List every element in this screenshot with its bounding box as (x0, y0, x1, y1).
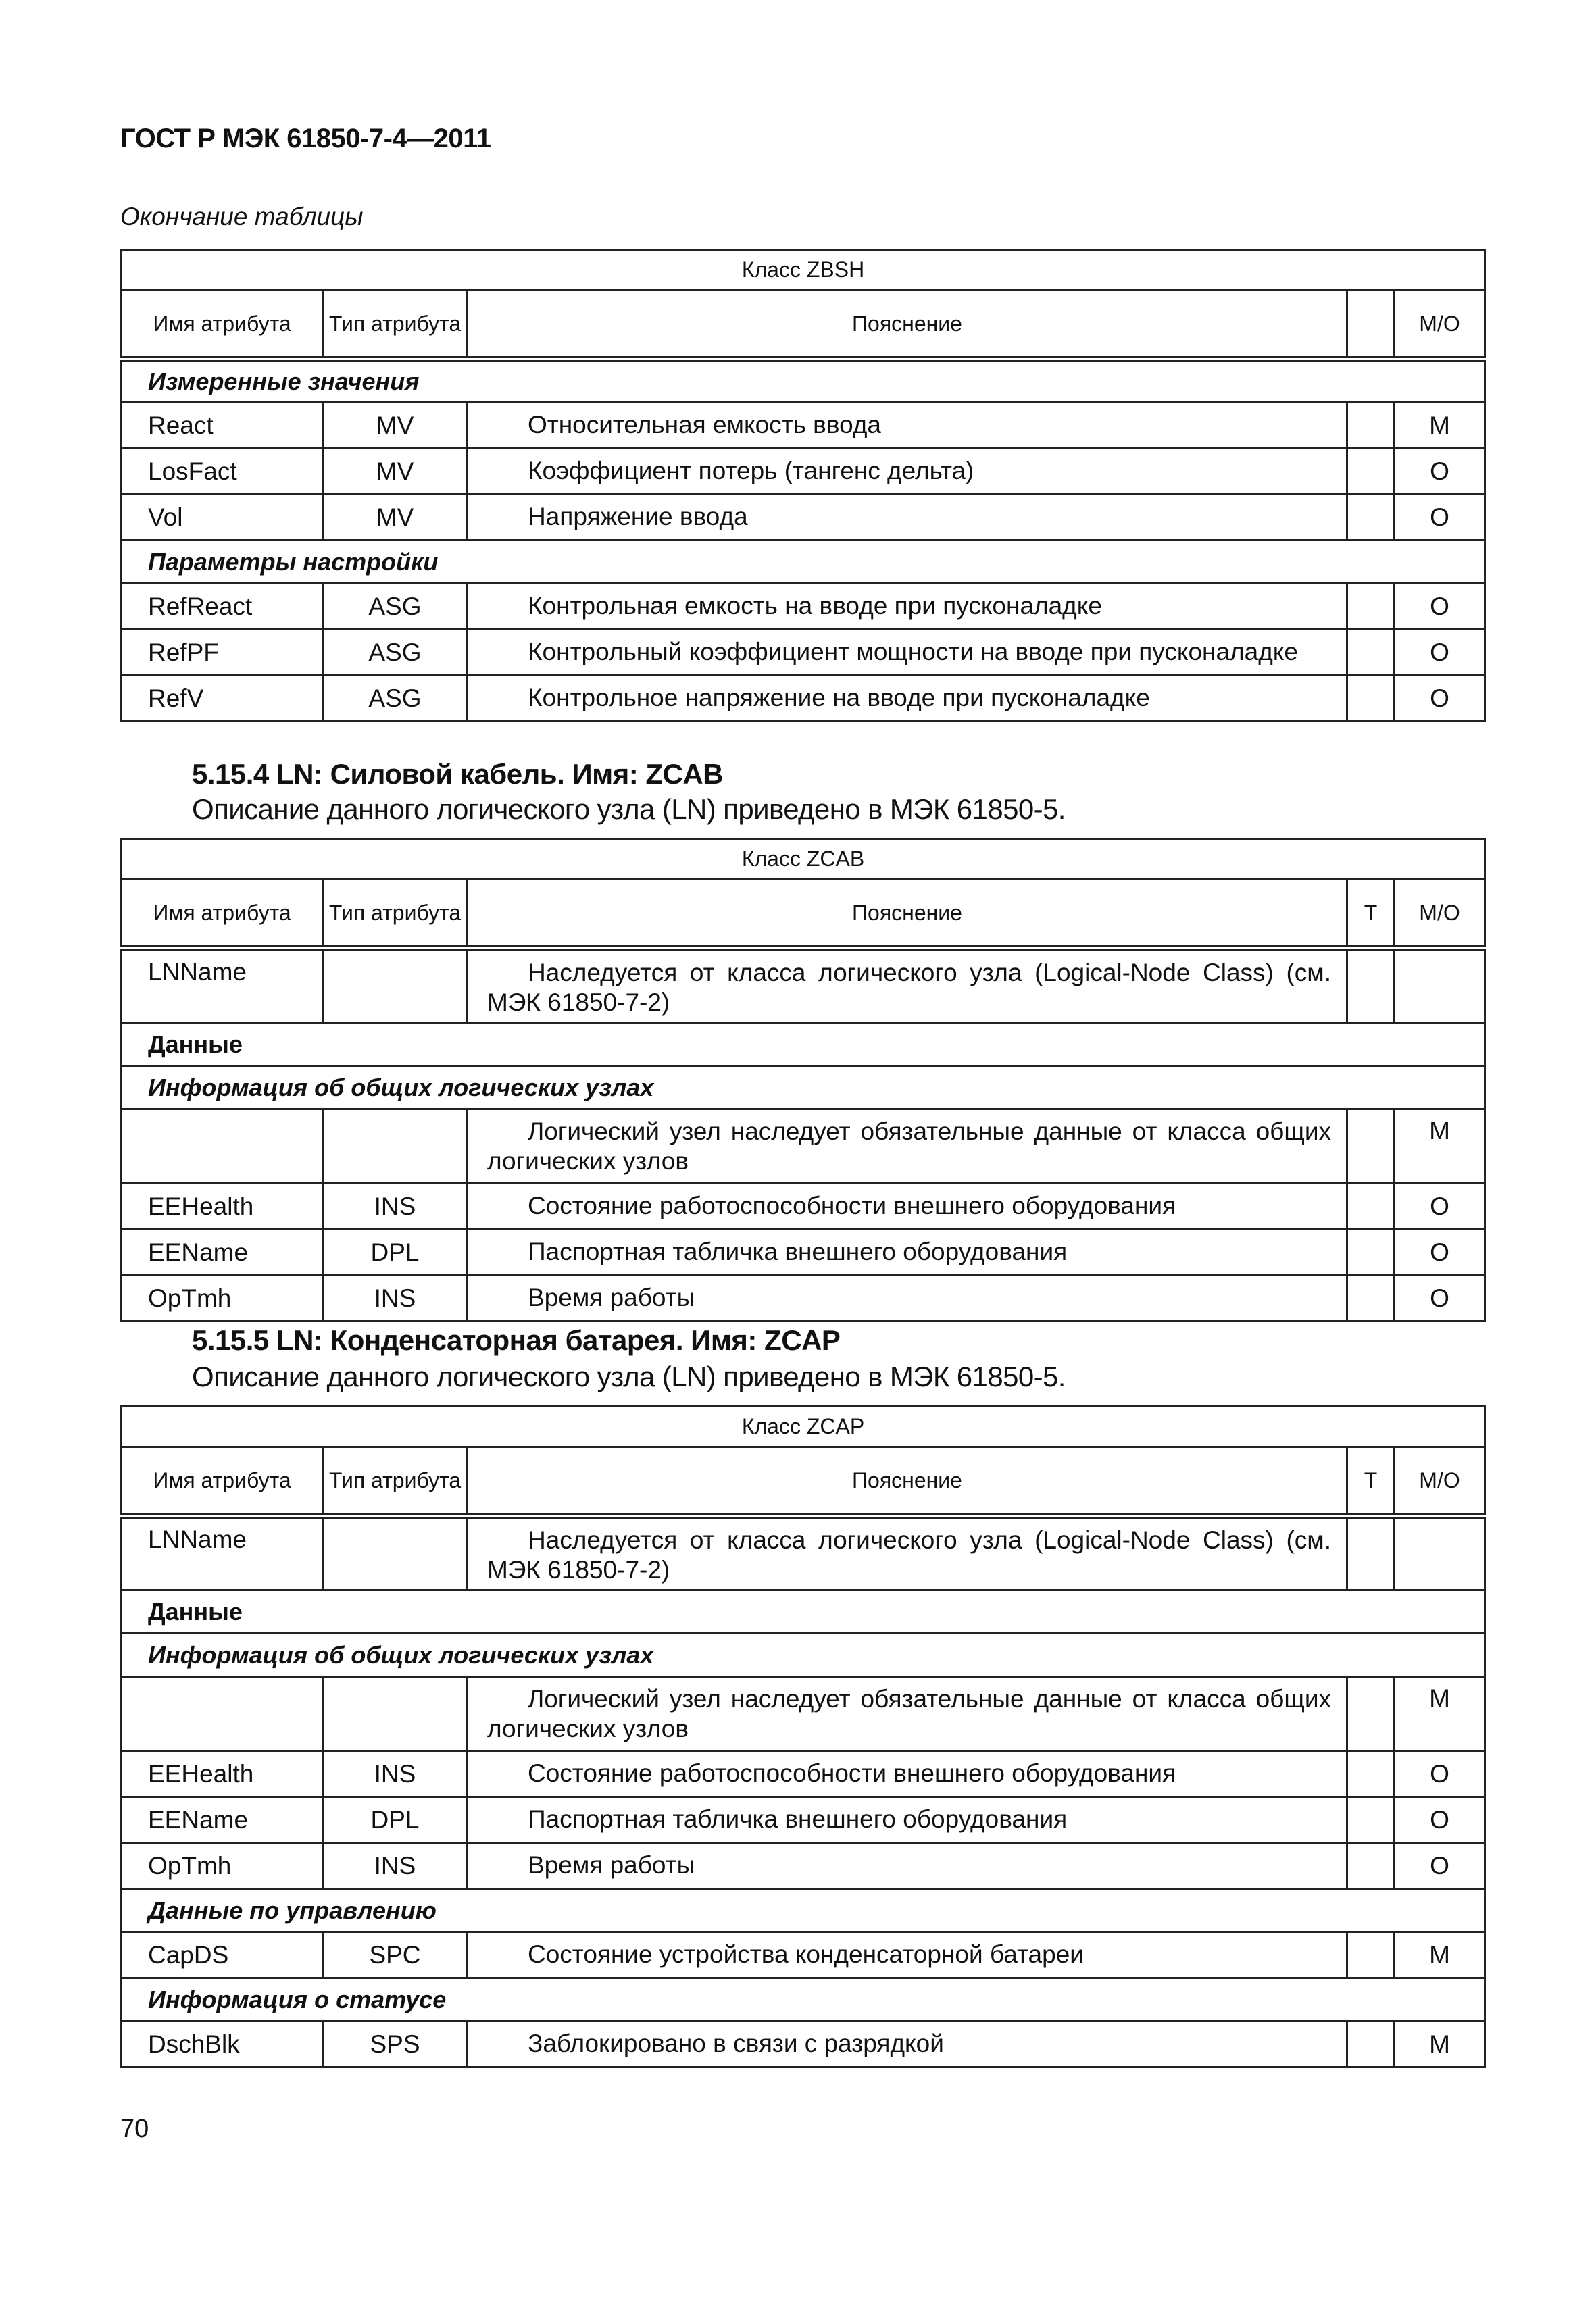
t-flag (1347, 676, 1395, 722)
attribute-description (468, 630, 1347, 676)
attribute-name: CapDS (122, 1932, 323, 1978)
mandatory-optional: O (1395, 1276, 1485, 1322)
attribute-type: DPL (323, 1797, 468, 1843)
attribute-name: React (122, 403, 323, 449)
attribute-description (468, 1932, 1347, 1978)
t-flag (1347, 1843, 1395, 1889)
col-header-desc: Пояснение (468, 1447, 1347, 1516)
group-row (122, 1066, 1485, 1109)
group-heading: Измеренные значения (122, 359, 1485, 403)
table-row (122, 949, 1485, 1023)
attribute-description (468, 949, 1347, 1023)
col-header-t: Т (1347, 880, 1395, 949)
section-desc-zcap: Описание данного логического узла (LN) приведено в МЭК 61850-5. (192, 1361, 1066, 1392)
attribute-description (468, 1276, 1347, 1322)
description-text: Заблокировано в связи с разрядкой (528, 2030, 944, 2058)
mandatory-optional: O (1395, 1184, 1485, 1230)
table-zcab (120, 838, 1486, 1322)
mandatory-optional: O (1395, 1751, 1485, 1797)
group-heading: Данные по управлению (122, 1889, 1485, 1932)
table-row (122, 2021, 1485, 2067)
attribute-description (468, 495, 1347, 540)
t-flag (1347, 584, 1395, 630)
description-text: Паспортная табличка внешнего оборудования (528, 1238, 1068, 1266)
table-continuation-caption: Окончание таблицы (120, 203, 364, 230)
attribute-description (468, 1184, 1347, 1230)
col-header-t (1347, 291, 1395, 359)
attribute-name: OpTmh (122, 1276, 323, 1322)
attribute-name: OpTmh (122, 1843, 323, 1889)
mandatory-optional: O (1395, 584, 1485, 630)
col-header-desc: Пояснение (468, 291, 1347, 359)
attribute-description (468, 1843, 1347, 1889)
section-desc-zcab: Описание данного логического узла (LN) приведено в МЭК 61850-5. (192, 793, 1066, 825)
group-row (122, 1978, 1485, 2021)
description-text: Коэффициент потерь (тангенс дельта) (528, 457, 974, 485)
table-row (122, 1184, 1485, 1230)
table-row (122, 1843, 1485, 1889)
table-row (122, 1677, 1485, 1751)
attribute-description (468, 449, 1347, 495)
section-title-zcab: 5.15.4 LN: Силовой кабель. Имя: ZCAB (192, 758, 724, 790)
description-text: Состояние устройства конденсаторной батареи (528, 1940, 1084, 1969)
group-row (122, 1634, 1485, 1677)
attribute-description (468, 1751, 1347, 1797)
attribute-name: LNName (122, 1516, 323, 1590)
description-text: Состояние работоспособности внешнего оборудования (528, 1759, 1176, 1788)
attribute-name (122, 1109, 323, 1184)
attribute-type: MV (323, 449, 468, 495)
description-text: Время работы (528, 1284, 695, 1312)
attribute-type: INS (323, 1276, 468, 1322)
mandatory-optional: M (1395, 1932, 1485, 1978)
attribute-name: LosFact (122, 449, 323, 495)
group-row (122, 359, 1485, 403)
description-text: Относительная емкость ввода (528, 411, 882, 439)
group-row (122, 540, 1485, 584)
table-row (122, 1932, 1485, 1978)
group-row (122, 1889, 1485, 1932)
t-flag (1347, 630, 1395, 676)
description-text: Логический узел наследует обязательные данные от класса общих логических узлов (487, 1117, 1331, 1176)
attribute-description (468, 1677, 1347, 1751)
description-text: Логический узел наследует обязательные данные от класса общих логических узлов (487, 1685, 1331, 1743)
class-title: Класс ZBSH (122, 250, 1485, 291)
class-title: Класс ZCAP (122, 1407, 1485, 1447)
col-header-name: Имя атрибута (122, 1447, 323, 1516)
col-header-name: Имя атрибута (122, 291, 323, 359)
table-row (122, 1751, 1485, 1797)
table-zcap (120, 1405, 1486, 2068)
mandatory-optional: O (1395, 1843, 1485, 1889)
attribute-description (468, 1797, 1347, 1843)
attribute-type: DPL (323, 1230, 468, 1276)
description-text: Паспортная табличка внешнего оборудования (528, 1805, 1068, 1834)
mandatory-optional: O (1395, 449, 1485, 495)
attribute-type: ASG (323, 584, 468, 630)
description-text: Напряжение ввода (528, 503, 748, 531)
description-text: Контрольная емкость на вводе при пусконаладке (528, 592, 1102, 620)
attribute-name: LNName (122, 949, 323, 1023)
attribute-type (323, 949, 468, 1023)
attribute-type (323, 1677, 468, 1751)
t-flag (1347, 403, 1395, 449)
description-text: Контрольный коэффициент мощности на вводе при пусконаладке (528, 638, 1298, 666)
table-row (122, 630, 1485, 676)
attribute-name: DschBlk (122, 2021, 323, 2067)
attribute-name (122, 1677, 323, 1751)
t-flag (1347, 495, 1395, 540)
document-header: ГОСТ Р МЭК 61850-7-4—2011 (120, 124, 491, 153)
attribute-description (468, 676, 1347, 722)
mandatory-optional: M (1395, 403, 1485, 449)
attribute-type (323, 1109, 468, 1184)
col-header-mo: M/O (1395, 1447, 1485, 1516)
attribute-name: EEName (122, 1230, 323, 1276)
table-row (122, 1516, 1485, 1590)
t-flag (1347, 1751, 1395, 1797)
table-row (122, 1797, 1485, 1843)
description-text: Состояние работоспособности внешнего оборудования (528, 1192, 1176, 1220)
table-row (122, 584, 1485, 630)
attribute-type: MV (323, 403, 468, 449)
t-flag (1347, 1516, 1395, 1590)
col-header-t: Т (1347, 1447, 1395, 1516)
attribute-type: INS (323, 1751, 468, 1797)
t-flag (1347, 2021, 1395, 2067)
mandatory-optional: M (1395, 1109, 1485, 1184)
table-row (122, 1230, 1485, 1276)
t-flag (1347, 1932, 1395, 1978)
mandatory-optional: M (1395, 2021, 1485, 2067)
col-header-type: Тип атрибута (323, 291, 468, 359)
group-heading: Параметры настройки (122, 540, 1485, 584)
table-row (122, 676, 1485, 722)
attribute-name: RefPF (122, 630, 323, 676)
t-flag (1347, 949, 1395, 1023)
group-row (122, 1590, 1485, 1634)
t-flag (1347, 1677, 1395, 1751)
mandatory-optional: O (1395, 1797, 1485, 1843)
attribute-type: ASG (323, 630, 468, 676)
t-flag (1347, 449, 1395, 495)
attribute-name: Vol (122, 495, 323, 540)
col-header-mo: M/O (1395, 880, 1485, 949)
table-zbsh (120, 249, 1486, 722)
section-title-zcap: 5.15.5 LN: Конденсаторная батарея. Имя: ZCAP (192, 1324, 841, 1356)
mandatory-optional: O (1395, 630, 1485, 676)
t-flag (1347, 1184, 1395, 1230)
group-heading: Данные (122, 1023, 1485, 1066)
attribute-name: RefReact (122, 584, 323, 630)
mandatory-optional (1395, 949, 1485, 1023)
attribute-description (468, 403, 1347, 449)
attribute-description (468, 1109, 1347, 1184)
group-heading: Данные (122, 1590, 1485, 1634)
table-row (122, 1109, 1485, 1184)
description-text: Наследуется от класса логического узла (Logical-Node Class) (см. МЭК 61850-7-2) (487, 959, 1331, 1017)
col-header-name: Имя атрибута (122, 880, 323, 949)
group-row (122, 1023, 1485, 1066)
mandatory-optional: O (1395, 495, 1485, 540)
attribute-type (323, 1516, 468, 1590)
description-text: Время работы (528, 1851, 695, 1880)
attribute-type: INS (323, 1843, 468, 1889)
table-row (122, 495, 1485, 540)
attribute-name: EEName (122, 1797, 323, 1843)
attribute-description (468, 1516, 1347, 1590)
description-text: Контрольное напряжение на вводе при пусконаладке (528, 684, 1150, 712)
attribute-name: EEHealth (122, 1751, 323, 1797)
table-row (122, 1276, 1485, 1322)
description-text: Наследуется от класса логического узла (Logical-Node Class) (см. МЭК 61850-7-2) (487, 1526, 1331, 1584)
table-row (122, 449, 1485, 495)
attribute-type: INS (323, 1184, 468, 1230)
group-heading: Информация о статусе (122, 1978, 1485, 2021)
attribute-description (468, 1230, 1347, 1276)
col-header-type: Тип атрибута (323, 880, 468, 949)
attribute-type: SPC (323, 1932, 468, 1978)
col-header-type: Тип атрибута (323, 1447, 468, 1516)
col-header-mo: M/O (1395, 291, 1485, 359)
t-flag (1347, 1797, 1395, 1843)
group-heading: Информация об общих логических узлах (122, 1634, 1485, 1677)
t-flag (1347, 1109, 1395, 1184)
mandatory-optional: O (1395, 676, 1485, 722)
mandatory-optional: O (1395, 1230, 1485, 1276)
mandatory-optional: M (1395, 1677, 1485, 1751)
attribute-type: SPS (323, 2021, 468, 2067)
attribute-type: ASG (323, 676, 468, 722)
attribute-type: MV (323, 495, 468, 540)
mandatory-optional (1395, 1516, 1485, 1590)
t-flag (1347, 1230, 1395, 1276)
attribute-name: EEHealth (122, 1184, 323, 1230)
attribute-description (468, 584, 1347, 630)
attribute-name: RefV (122, 676, 323, 722)
page-number: 70 (120, 2115, 149, 2143)
table-row (122, 403, 1485, 449)
attribute-description (468, 2021, 1347, 2067)
class-title: Класс ZCAB (122, 839, 1485, 880)
t-flag (1347, 1276, 1395, 1322)
col-header-desc: Пояснение (468, 880, 1347, 949)
group-heading: Информация об общих логических узлах (122, 1066, 1485, 1109)
